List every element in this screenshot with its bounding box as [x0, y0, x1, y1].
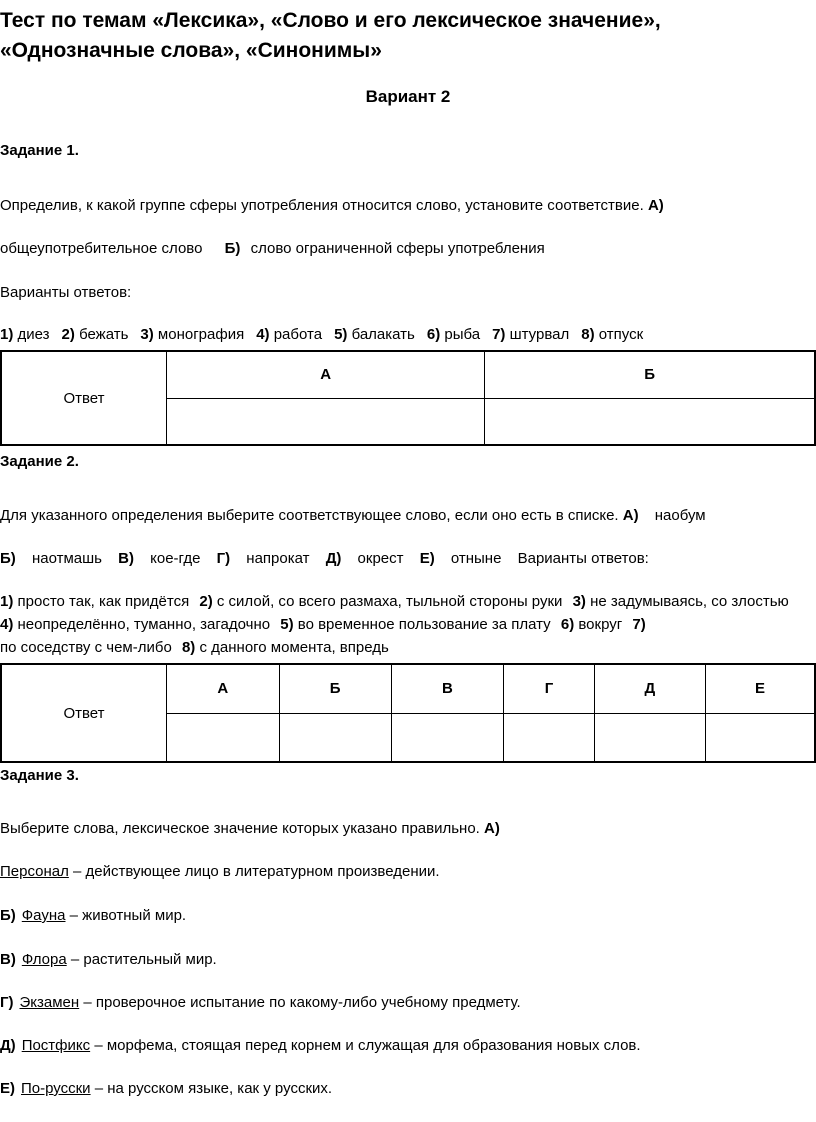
task2-word-letter-v: В) [118, 550, 134, 567]
task3-item [0, 906, 186, 926]
task3-item-definition: – животный мир. [69, 907, 187, 924]
task2-word-letter-g: Г) [216, 550, 231, 567]
task2-header-4: Д [594, 664, 705, 713]
task2-option-text: во временное пользование за плату [297, 616, 551, 633]
variant-heading: Вариант 2 [365, 87, 451, 106]
task2-word-e: отныне [450, 550, 502, 567]
task3-item-word: По-русски [21, 1080, 91, 1097]
task1-option-text: монография [157, 326, 245, 343]
task1-cat-b: слово ограниченной сферы употребления [250, 240, 545, 257]
task1-option-num: 4) [256, 326, 270, 343]
task2-options-label: Варианты ответов: [517, 550, 649, 567]
task1-option-text: штурвал [509, 326, 570, 343]
task3-item-word: Постфикс [21, 1037, 91, 1054]
task3-instruction-text: Выберите слова, лексическое значение которых указано правильно. [0, 820, 480, 837]
task3-item [0, 993, 521, 1013]
task2-answer-table [0, 663, 816, 763]
task2-header-0: А [167, 664, 280, 713]
task1-answer-cell-b[interactable] [485, 398, 815, 445]
task2-answer-cell-3[interactable] [504, 713, 594, 762]
task2-option-num: 3) [572, 593, 586, 610]
task2-words [0, 549, 649, 569]
task3-item-a [0, 862, 440, 882]
task2-word-d: окрест [357, 550, 404, 567]
task2-option-num: 5) [280, 616, 294, 633]
task1-option-text: бежать [79, 326, 129, 343]
task1-option-text: работа [273, 326, 323, 343]
task1-heading: Задание 1. [0, 142, 79, 159]
task1-option-text: отпуск [598, 326, 644, 343]
task3-item-letter: Б) [0, 907, 16, 924]
task2-header-1: Б [279, 664, 391, 713]
task1-option-text: диез [17, 326, 50, 343]
task2-option-text: неопределённо, туманно, загадочно [17, 616, 271, 633]
task3-item-word: Персонал [0, 863, 69, 880]
task1-cat-a-letter: А) [647, 197, 664, 214]
task2-option-text: с данного момента, впредь [199, 639, 389, 656]
task2-header-5: Е [705, 664, 815, 713]
task1-instruction-text: Определив, к какой группе сферы употребления относится слово, установите соответствие. [0, 197, 644, 214]
task1-option-num: 1) [0, 326, 14, 343]
task2-option-num: 2) [199, 593, 213, 610]
task1-instruction [0, 196, 664, 216]
task1-option-num: 2) [61, 326, 75, 343]
task1-option-num: 7) [492, 326, 506, 343]
task2-option-text: с силой, со всего размаха, тыльной стороны руки [216, 593, 563, 610]
task2-word-letter-d: Д) [325, 550, 342, 567]
task3-item-word: Фауна [21, 907, 66, 924]
task2-answer-cell-4[interactable] [594, 713, 705, 762]
task2-option-num: 7) [632, 616, 646, 633]
task2-options-line1 [0, 592, 789, 612]
task3-item-definition: – растительный мир. [70, 951, 217, 968]
task2-option-num: 4) [0, 616, 14, 633]
task1-answer-cell-a[interactable] [167, 398, 485, 445]
task1-cat-b-letter: Б) [224, 240, 241, 257]
task2-options-line3 [0, 638, 389, 658]
task2-answer-cell-5[interactable] [705, 713, 815, 762]
task3-instruction [0, 819, 500, 839]
task1-option-num: 6) [426, 326, 441, 343]
task2-word-letter-a: А) [622, 507, 639, 524]
task3-item-letter: Е) [0, 1080, 15, 1097]
task3-item [0, 1036, 641, 1056]
task1-cat-a: общеупотребительное слово [0, 240, 203, 257]
task2-answer-label: Ответ [1, 664, 167, 762]
document-title: Тест по темам «Лексика», «Слово и его лексическое значение», «Однозначные слова», «Синонимы» [0, 9, 661, 62]
task3-item [0, 950, 217, 970]
task3-item-letter: Г) [0, 994, 14, 1011]
task2-answer-cell-0[interactable] [167, 713, 280, 762]
task2-word-g: напрокат [246, 550, 310, 567]
task3-heading: Задание 3. [0, 767, 79, 784]
task3-item-definition: – проверочное испытание по какому-либо учебному предмету. [83, 994, 521, 1011]
task2-header-2: В [391, 664, 504, 713]
task1-option-num: 5) [334, 326, 348, 343]
task3-item-word: Флора [21, 951, 67, 968]
task2-option-num: 6) [560, 616, 575, 633]
task3-item-letter: В) [0, 951, 16, 968]
task2-option-text: просто так, как придётся [17, 593, 190, 610]
task2-word-letter-b: Б) [0, 550, 16, 567]
task1-answer-label: Ответ [1, 351, 167, 445]
task2-option-text: не задумываясь, со злостью [590, 593, 789, 610]
task2-header-3: Г [504, 664, 594, 713]
task2-option-text: вокруг [578, 616, 623, 633]
task1-option-num: 3) [140, 326, 154, 343]
task3-item-definition: – на русском языке, как у русских. [94, 1080, 333, 1097]
task2-option-num: 1) [0, 593, 14, 610]
task2-heading: Задание 2. [0, 453, 79, 470]
task1-option-text: балакать [351, 326, 415, 343]
task2-option-num: 8) [181, 639, 196, 656]
task2-answer-cell-1[interactable] [279, 713, 391, 762]
task1-options-label: Варианты ответов: [0, 284, 132, 301]
task3-item-word: Экзамен [19, 994, 80, 1011]
task2-options-line2 [0, 615, 646, 635]
task2-option-text: по соседству с чем-либо [0, 639, 172, 656]
task2-word-letter-e: Е) [419, 550, 435, 567]
task1-header-b: Б [485, 351, 815, 398]
task1-categories [0, 239, 545, 259]
task2-instruction-text: Для указанного определения выберите соответствующее слово, если оно есть в списке. [0, 507, 619, 524]
task2-instruction [0, 506, 706, 526]
task2-word-b: наотмашь [31, 550, 102, 567]
task1-option-num: 8) [581, 326, 595, 343]
task3-item-definition: – действующее лицо в литературном произведении. [73, 863, 440, 880]
task1-header-a: А [167, 351, 485, 398]
task1-answer-table [0, 350, 816, 446]
task3-item-definition: – морфема, стоящая перед корнем и служащая для образования новых слов. [94, 1037, 641, 1054]
task3-item-letter: Д) [0, 1037, 16, 1054]
task2-answer-cell-2[interactable] [391, 713, 504, 762]
task3-item [0, 1079, 332, 1099]
task2-word-a: наобум [654, 507, 706, 524]
task2-word-v: кое-где [150, 550, 201, 567]
task1-options [0, 325, 643, 345]
task3-item-letter: А) [484, 820, 500, 837]
task1-option-text: рыба [444, 326, 481, 343]
